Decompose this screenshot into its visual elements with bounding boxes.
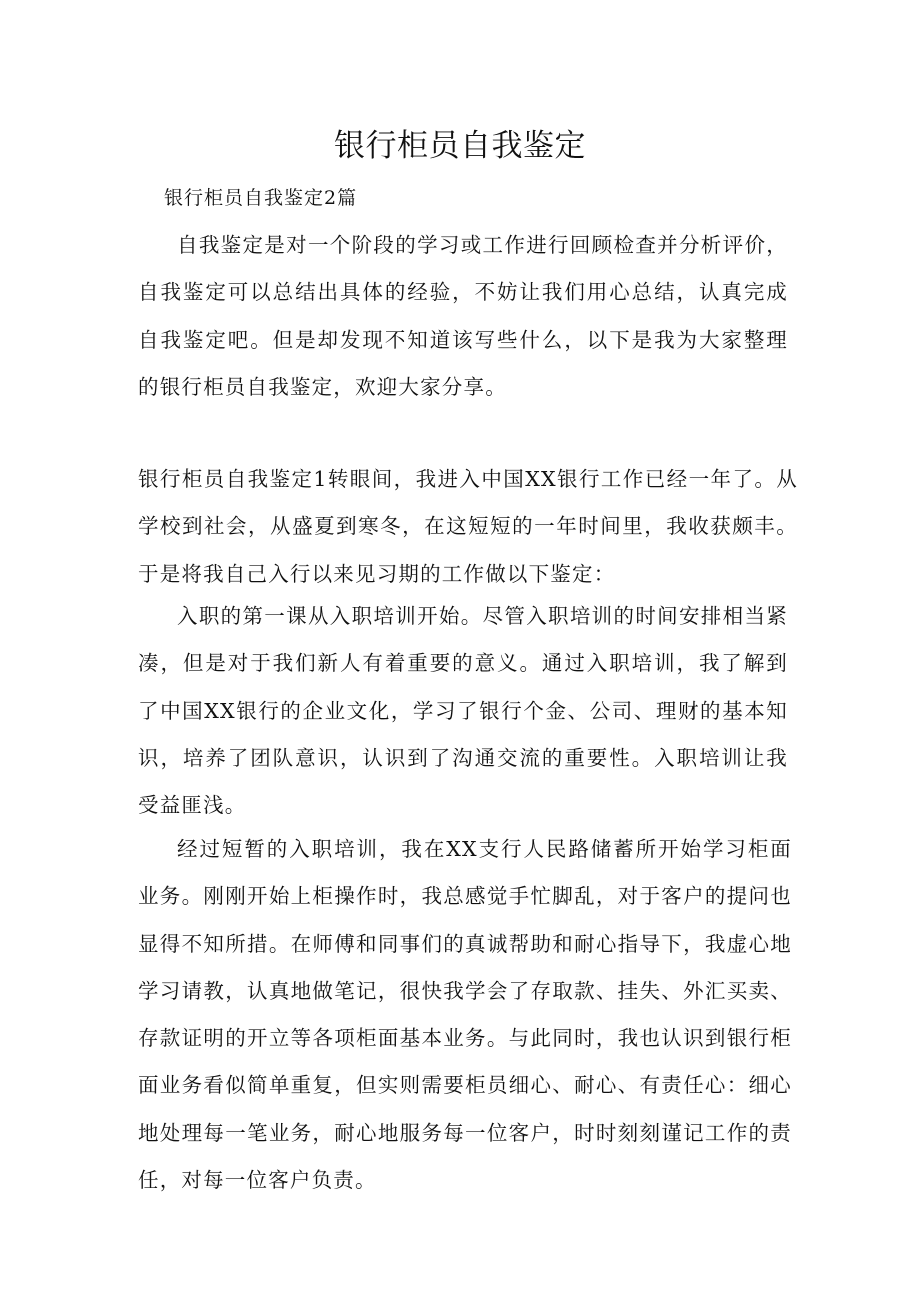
- counter-work-paragraph: 经过短暂的入职培训，我在XX支行人民路储蓄所开始学习柜面业务。刚刚开始上柜操作时，我总感觉手忙脚乱，对于客户的提问也显得不知所措。在师傅和同事们的真诚帮助和耐心指导下，我虚心地学习请教，认真地做笔记，很快我学会了存取款、挂失、外汇买卖、存款证明的开立等各项柜面基本业务。与此同时，我也认识到银行柜面业务看似简单重复，但实则需要柜员细心、耐心、有责任心：细心地处理每一笔业务，耐心地服务每一位客户，时时刻刻谨记工作的责任，对每一位客户负责。: [138, 837, 792, 1193]
- document-title: 银行柜员自我鉴定: [334, 128, 586, 164]
- document-subtitle: 银行柜员自我鉴定2篇: [164, 187, 358, 209]
- section-1-paragraph: 银行柜员自我鉴定1转眼间，我进入中国XX银行工作已经一年了。从学校到社会，从盛夏到寒冬，在这短短的一年时间里，我收获颇丰。于是将我自己入行以来见习期的工作做以下鉴定：: [138, 467, 798, 586]
- intro-paragraph: 自我鉴定是对一个阶段的学习或工作进行回顾检查并分析评价，自我鉴定可以总结出具体的经验，不妨让我们用心总结，认真完成自我鉴定吧。但是却发现不知道该写些什么，以下是我为大家整理的银行柜员自我鉴定，欢迎大家分享。: [138, 233, 788, 399]
- training-paragraph: 入职的第一课从入职培训开始。尽管入职培训的时间安排相当紧凑，但是对于我们新人有着重要的意义。通过入职培训，我了解到了中国XX银行的企业文化，学习了银行个金、公司、理财的基本知识，培养了团队意识，认识到了沟通交流的重要性。入职培训让我受益匪浅。: [138, 604, 788, 818]
